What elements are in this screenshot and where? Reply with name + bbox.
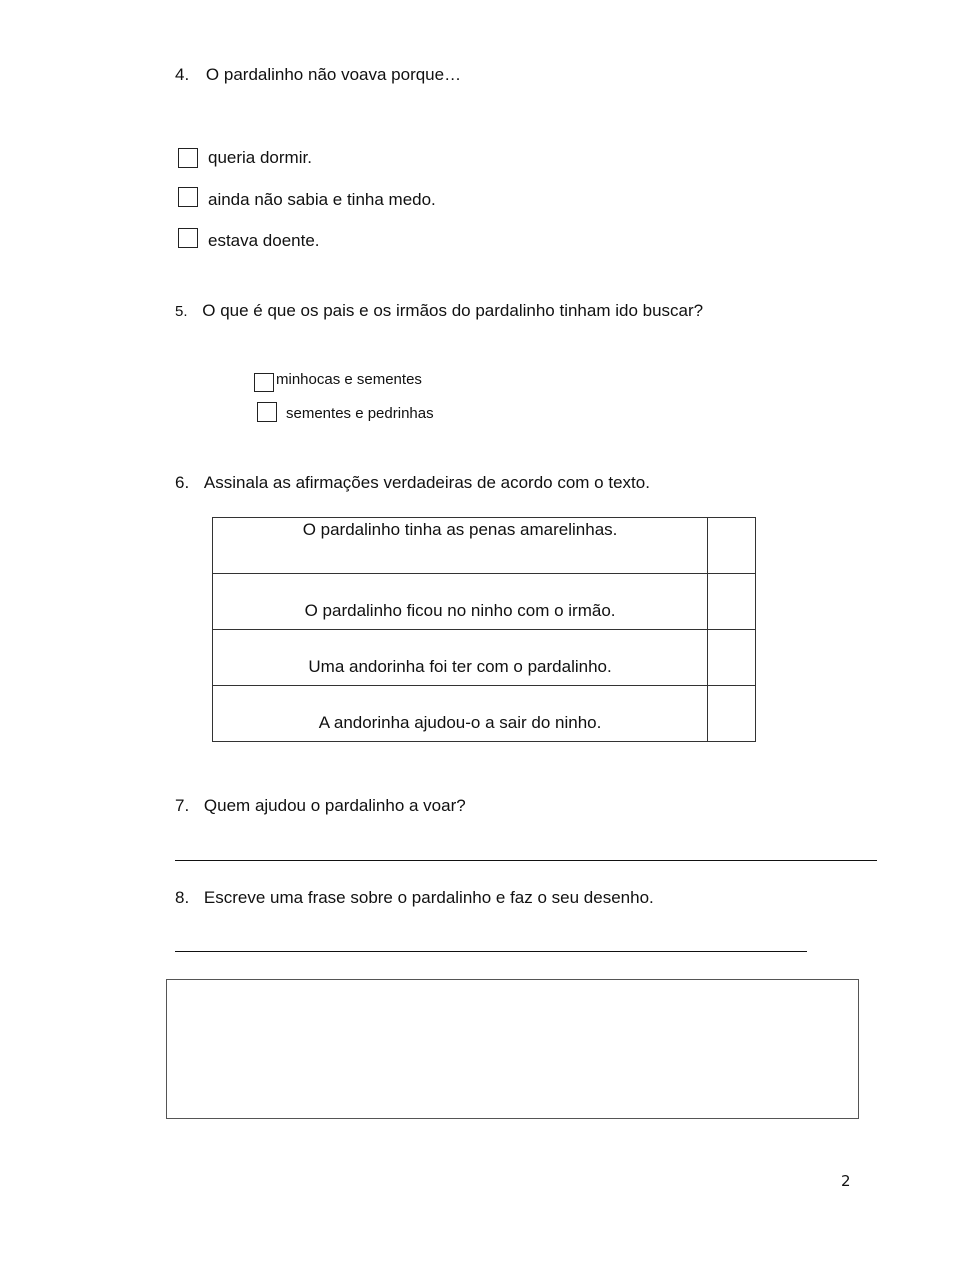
- answer-cell[interactable]: [708, 518, 756, 574]
- answer-line-q8[interactable]: [175, 951, 807, 952]
- question-7: [175, 796, 466, 816]
- page-number: 2: [841, 1172, 851, 1190]
- table-row: [213, 574, 756, 630]
- question-text: Quem ajudou o pardalinho a voar?: [203, 796, 466, 815]
- question-number: 7.: [175, 796, 190, 815]
- answer-line-q7[interactable]: [175, 860, 877, 861]
- question-number: 8.: [175, 888, 190, 907]
- question-5: [175, 301, 703, 321]
- checkbox-q5-option-1[interactable]: [254, 373, 274, 392]
- checkbox-q4-option-1[interactable]: [178, 148, 198, 168]
- answer-cell[interactable]: [708, 686, 756, 742]
- statement-cell: O pardalinho tinha as penas amarelinhas.: [213, 518, 708, 574]
- option-label: minhocas e sementes: [276, 371, 422, 388]
- question-number: 4.: [175, 65, 190, 84]
- question-text: O pardalinho não voava porque…: [205, 65, 462, 84]
- option-label: sementes e pedrinhas: [286, 405, 434, 422]
- answer-cell[interactable]: [708, 574, 756, 630]
- question-number: 6.: [175, 473, 190, 492]
- checkbox-q4-option-3[interactable]: [178, 228, 198, 248]
- question-text: Escreve uma frase sobre o pardalinho e faz o seu desenho.: [203, 888, 654, 907]
- answer-cell[interactable]: [708, 630, 756, 686]
- drawing-box[interactable]: [166, 979, 859, 1119]
- option-label: queria dormir.: [208, 148, 312, 167]
- checkbox-q5-option-2[interactable]: [257, 402, 277, 422]
- question-text: Assinala as afirmações verdadeiras de acordo com o texto.: [203, 473, 650, 492]
- question-number: 5.: [175, 303, 188, 320]
- question-4: [175, 65, 461, 85]
- table-row: [213, 686, 756, 742]
- question-text: O que é que os pais e os irmãos do pardalinho tinham ido buscar?: [202, 301, 704, 320]
- option-label: ainda não sabia e tinha medo.: [208, 190, 436, 209]
- table-row: [213, 630, 756, 686]
- table-row: [213, 518, 756, 574]
- question-6: [175, 473, 650, 493]
- statement-cell: A andorinha ajudou-o a sair do ninho.: [213, 686, 708, 742]
- true-false-table: [212, 517, 756, 742]
- statement-cell: Uma andorinha foi ter com o pardalinho.: [213, 630, 708, 686]
- question-8: [175, 888, 654, 908]
- option-label: estava doente.: [208, 231, 320, 250]
- statement-cell: O pardalinho ficou no ninho com o irmão.: [213, 574, 708, 630]
- checkbox-q4-option-2[interactable]: [178, 187, 198, 207]
